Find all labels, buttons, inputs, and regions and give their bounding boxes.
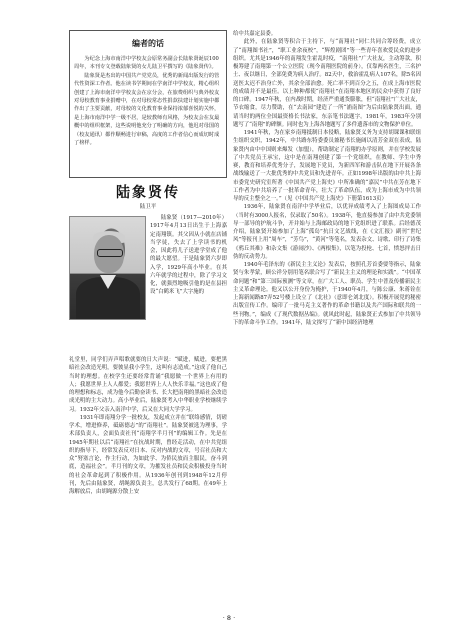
editor-note-paragraph: 为纪念上海市南洋中学校友会原常务副会长陆象贤诞辰100周年，本刊专文登载陆象贤的女儿陆卫平撰写的《陆象贤传》。: [74, 56, 219, 71]
portrait-section: [69, 214, 227, 356]
beside-photo-text: [150, 214, 227, 297]
editor-note-paragraph: 陆象贤是杰出的中国共产党党员，优秀的新闻出版发行的管代性资深工作者。他在读书学期间在学南洋中学校友，精心组织创建了上海市南洋中学校友会在京分会，在旅费组织与典外校友对母校教育事业捐赠中，在对母校常态性捐款扶建计划实施中都作出了主要贡献，对母校的文化教育事业保持浓郁喜悦的关怀，是上海市南洋中学一级不居，是较教师有风格，为校友会在友最概中的组织框架，这些说明他充分了明确的方向，他迟对母国的（校友通讯）都作顺畅进行审稿，高度的工作者信心而成切时成了榜样。: [74, 72, 220, 147]
body-paragraph: 1941年秋，为在家乡南翔抵制日本侵略，陆象贤义务为支持胡课课和联组生组织交织，1942年，中共路东特委委员兼秘书长施阔以清芳金双在表成，陆象贤内由中中国则来爆发（加盟），帮助制定了南翔的办学原则，并在学校发展了中共党员王承宝，这中是在南翔创建了第一个党组织，在教师、学生中秀赛，教育和培养优秀分子，发展地下党员，为新四军和游击队在地下开展各条战线输送了一大批优秀的中共党员和先进青年。正如1998年出版的由中共上海市委党史研究室所著《中国共产党上海史》中所准确的“嘉民”中共在芳在地下工作者为中共培养了一批革命青年，壮大了革命队伍，成为上海市成为中共领导的反主整全之一。”（见《中国共产党上海史》下册第1613页）: [233, 130, 421, 202]
portrait-photo: [69, 216, 146, 320]
body-paragraph: 1931年即南翔分学一批校友，发起成立并在“联络感情，切磋学术，增进修养，砥砺德志”的“南翔社”。陆象贤被选为理事，学术部负责人，会面负责社刊“南翔学半月刊”的编辑工作。先是在1945年期社以后“南翔社”在抗战时期，曾经走活动，在中共党组织的指导下，经常发表反对日本、反对内战的文章，号召社员和大众“努塞言论，作主行动，为如此学、为侨民放而主服民，奋斗到底，造福社会”。半月刊的文章，为摧发社员和民众积极投身当时的社会革命起到了积极作用。从1936年创刊到1948年12月停刊，先后由陆象贤，胡绳源负责主，总共发行了68期。在49年上海解放后，由胡绳源分散上安: [69, 414, 227, 495]
editor-note-text: [74, 55, 222, 147]
left-body-text: [69, 356, 227, 496]
left-column: [69, 30, 227, 496]
body-paragraph: 礼堂里，同学们弄声唱歌就要的日大声说：“赋进，赋进，要把黑暗社会改造光明，要彼显我小学生，这叫有志造成。”这成了他自己当时的理想。在校学生还要经常背诵“我愿做一个世界上有用的人；我愿世界上人人都爱；我愿世界上人人快乐幸福。”这也成了他的理想和标志，成为他今后勤奋读书、长大把南翔的黑暗社会改造成光明的主大动力。高小毕业后，陆象贤考入中华职业学校继续学习。1932年父亲入南洋中学，后又在大同大学学习。: [69, 357, 227, 413]
body-paragraph: 给中共嘉定县委。: [233, 31, 277, 37]
editor-note-title: 编者的话: [132, 39, 164, 48]
author-name: 陆卫平: [139, 204, 157, 210]
body-paragraph: 1940年毛泽东的《新民主主义论》发表后，按照孔芳首委要等指示，陆象贤与朱孝蒙，顾公祥分别用笔名联合写了“新民主主义的理论和实践”。“中国革命问题”和“第三国际预测”等文章，在广大工人、职员、学生中普及传播新民主主义革命理论。他又以公开身份为掩护，于1940年4月，与陈公康、朱蒋铨在上海新闻路87弄52号楼上设立了《北社》（意即仑刘北度）。积极开展党的秘密出版宣传工作。编印了一批马克主义著作的革命书籍以及共产国际和联共的一些刊物。”，编成《了现代数据丛编》。就风此时起，陆象贤正式参加了中共领导下的革命斗争工作。1941年，陆文探写了“新中国经济地理: [233, 262, 421, 326]
calligraphy-title: 陆象贤传: [116, 185, 180, 201]
body-paragraph: 陆象贤（1917—2010年）1917年4月13日出生于上海嘉定南翔镇。其父因从小就在店铺当学徒，失去了上学读书的机会，因此将儿子送进学堂成了他的最大愿望。于是陆象贤六岁即入学，1929年高小毕业。在其六年就学的过程中，除了学习文化，就强烈地吸引他的是在县担设“白鹤米飞”大字施的: [150, 215, 227, 296]
editor-note-box: [69, 30, 227, 178]
body-paragraph: 1936年，陆象贤在南洋中学毕业后，以优异成绩考入了上海图成局工作（当时有3000人报名，仅录取了50名）。1938年，他直接参加了由中共党委领导一部导的护航斗争，开并始与上海邮政局的地下党组织进了联系。后经德茂介绍，陆象贤开始参加了上海“孤岛”抗日文艺战线，在《文汇报》副刊“世纪风”等报刊上用“周车”，“芳鸟”，“黄河”等笔名，发表杂文、诗歌、印行了诗集《鸦丘其难》和杂文集《游闹沙》、《两根集》，以笔为投枪、七首，愤怒抨击日伪的反动势力。: [233, 204, 421, 260]
body-paragraph: 此外，在陆象贤等积合于主持下，与“南翔社”同仁共同合筹经费，成立了“南翔图书社”，“职工业余夜校”，“辉煌剧团”等一些青年喜欢爱民众的进步组织。尤其是1946年的南翔发生霍乱时疫，“南翔社”广大社友，主动筹款，积极筹建了南翔第一个公立医院（现今南翔医院的前身），仅靠两名医生，三名护士、夜以继日，全部免费为病人治疗。82天中，救治霍乱病人107名，除5名因送医太迟不治身亡外，其余全部治愈。死亡率不到百分之五，在成上海市医院的成绩并不是最佳。以上种种都使“南翔社”在南翔本地区的民众中获得了良好的口碑。1947年秋，在内战时期，经济严重通货膨胀，但“南翔社”广大社友，节衣缩食，尽力赞助，在“去南园”建造了一所“浦南图”为后由陆象贤出面，通请当时的两位全国最资格长书法家，东亲笔书法题字。1981年，1983年分别题写了“南翔”的碑额。同时也为上海各地题写了多件遗落市的文物保护单位。: [233, 39, 421, 128]
page-number: · 8 ·: [222, 614, 236, 622]
right-column: [233, 30, 421, 327]
